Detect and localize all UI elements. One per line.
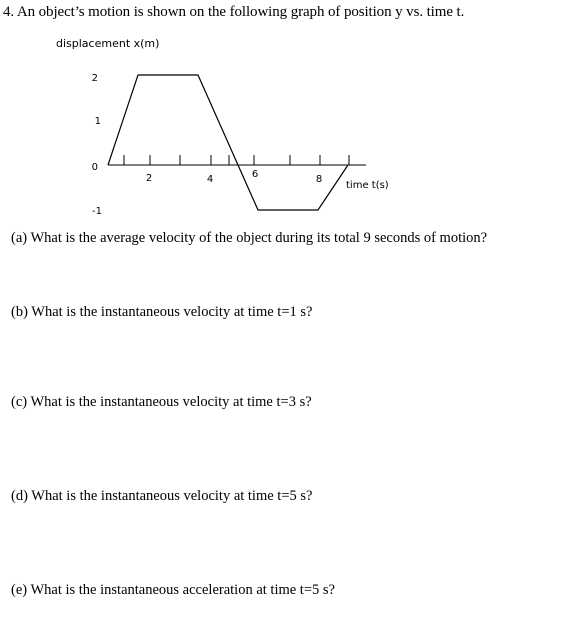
question-part-e: (e) What is the instantaneous acceleration at time t=5 s? [11, 582, 335, 598]
question-heading: 4. An object’s motion is shown on the following graph of position y vs. time t. [3, 4, 465, 20]
y-tick-label-0: 0 [91, 162, 98, 173]
x-tick-labels [146, 169, 322, 185]
position-line [108, 75, 348, 210]
question-part-d: (d) What is the instantaneous velocity at time t=5 s? [11, 488, 313, 504]
x-tick-label-8: 8 [315, 174, 323, 185]
y-tick-label-1: 1 [94, 116, 101, 127]
x-axis-label: time t(s) [346, 180, 389, 191]
position-time-graph [0, 0, 573, 230]
x-tick-label-6: 6 [251, 169, 259, 180]
x-tick-label-2: 2 [145, 173, 153, 184]
y-axis-label: displacement x(m) [56, 37, 160, 50]
y-tick-labels [92, 73, 102, 217]
question-part-a: (a) What is the average velocity of the object during its total 9 seconds of motion? [11, 230, 488, 246]
y-tick-label-2: 2 [91, 73, 98, 84]
question-part-b: (b) What is the instantaneous velocity at time t=1 s? [11, 304, 313, 320]
x-ticks [124, 155, 349, 165]
x-tick-label-4: 4 [206, 174, 214, 185]
y-tick-label-neg1: -1 [92, 206, 102, 217]
question-part-c: (c) What is the instantaneous velocity at time t=3 s? [11, 394, 312, 410]
